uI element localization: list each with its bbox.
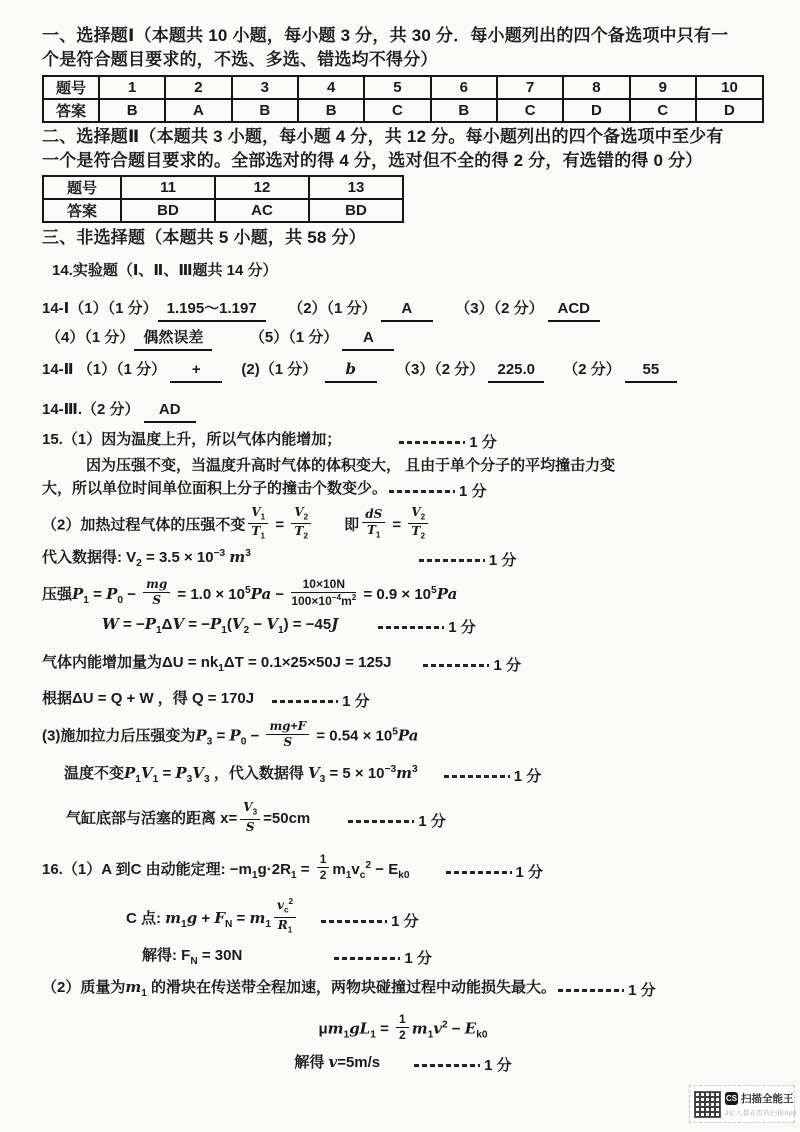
score-mark: 1 分 <box>446 862 544 883</box>
q15-part3-volume-result: 温度不变$P_1V_1 = P_3V_3$ ，代入数据得 $V_3 = 5 \times 10^{-3}m^3$ 1 分 <box>64 764 542 786</box>
choice-table-2 <box>42 175 404 223</box>
score-mark: 1 分 <box>444 766 542 787</box>
score-mark: 1 分 <box>321 911 419 932</box>
q16-kinetic-energy-theorem: 16.（1）A 到C 由动能定理: $-m_1g\cdot 2R_1$ = $\frac{1}{2}$ $m_1v_c^2 - E_{k0}$ 1 分 <box>42 852 544 883</box>
q15-part2-pressure-equation: （2）加热过程气体的压强不变 $\frac{V_1}{T_1}$ = $\frac{V_2}{T_2}$ 即 $\frac{dS}{T_1}$ = $\frac{V_2}{T_2}$ <box>42 508 764 543</box>
score-mark: 1 分 <box>414 1055 512 1076</box>
dashed-leader-icon <box>272 700 338 703</box>
score-mark: 1 分 <box>378 617 476 638</box>
answer-cell: D <box>696 99 763 122</box>
answer-cell: B <box>431 99 497 122</box>
section2-title-line2: 一个是符合题目要求的。全部选对的得 4 分，选对但不全的得 2 分，有选错的得 0 分） <box>42 151 703 170</box>
camscanner-watermark <box>689 1085 795 1123</box>
answer-cell: D <box>563 99 629 122</box>
answer-row <box>43 99 763 122</box>
qnum-cell: 10 <box>696 76 763 99</box>
q14-part3-answer: 14-Ⅲ.（2 分） AD <box>42 399 764 423</box>
score-mark: 1 分 <box>348 811 446 832</box>
qnum-cell: 6 <box>431 76 497 99</box>
q15-part1-explanation-line1: 因为压强不变，当温度升高时气体的体积变大， 且由于单个分子的平均撞击力变 <box>86 457 616 474</box>
dashed-leader-icon <box>423 664 489 667</box>
qnum-cell: 13 <box>309 176 403 199</box>
qnum-cell: 9 <box>630 76 696 99</box>
watermark-brand: 扫描全能王 <box>741 1093 794 1105</box>
qnum-cell: 1 <box>99 76 165 99</box>
q16-velocity-result: 解得 v=5m/s 1 分 <box>294 1053 512 1075</box>
question-number-row <box>43 76 763 99</box>
answer-cell: AC <box>215 199 309 222</box>
qnum-cell: 3 <box>232 76 298 99</box>
answer-cell: A <box>165 99 231 122</box>
dashed-leader-icon <box>321 920 387 923</box>
q16-normal-force-result: 解得: $F_N = 30N$ 1 分 <box>142 946 432 967</box>
answer-cell: C <box>630 99 696 122</box>
qnum-cell: 11 <box>121 176 215 199</box>
row-label: 题号 <box>43 176 121 199</box>
score-mark: 1 分 <box>423 655 521 676</box>
answer-cell: B <box>232 99 298 122</box>
q14-part2-answers: 14-Ⅱ （1）（1 分） + (2)（1 分） b （3）（2 分） 225.0 （2 分） 55 <box>42 359 764 383</box>
q15-work-equation: $W = -P_1\Delta V = -P_1(V_2 - V_1) = -45J$ 1 分 <box>102 614 476 636</box>
q16-friction-energy-equation: $\mu m_1gL_1$ = $\frac{1}{2}$ $m_1v^2 - E_{k0}$ <box>318 1012 488 1043</box>
dashed-leader-icon <box>444 775 510 778</box>
answer-cell: BD <box>309 199 403 222</box>
score-mark: 1 分 <box>558 980 656 1001</box>
q15-piston-distance-result: 气缸底部与活塞的距离 x= $\frac{V_3}{S}$ =50cm 1 分 <box>66 800 446 834</box>
q15-part1-statement: 15.（1）因为温度上升，所以气体内能增加； 1 分 <box>42 431 497 451</box>
qnum-cell: 4 <box>298 76 364 99</box>
dashed-leader-icon <box>414 1064 480 1067</box>
camscanner-logo-icon: CS <box>725 1094 738 1103</box>
dashed-leader-icon <box>399 441 465 444</box>
section2-title-line1: 二、选择题Ⅱ（本题共 3 小题，每小题 4 分，共 12 分。每小题列出的四个备选项中至少有 <box>42 127 724 146</box>
dashed-leader-icon <box>389 490 455 493</box>
q15-part2-volume-result: 代入数据得: $V_2 = 3.5 \times 10^{-3}$ $m^3$ 1 分 <box>42 548 517 570</box>
q15-internal-energy-equation: 气体内能增加量为$\Delta U = nk_1\Delta T = 0.1\times 25\times 50J = 125J$ 1 分 <box>42 653 521 674</box>
q14-part1-answers-line1: 14-Ⅰ（1）（1 分） 1.195～1.197 （2）（1 分） A （3）（2 分） ACD <box>42 298 764 322</box>
row-label: 题号 <box>43 76 99 99</box>
dashed-leader-icon <box>419 559 485 562</box>
dashed-leader-icon <box>446 871 512 874</box>
score-mark: 1 分 <box>272 691 370 712</box>
dashed-leader-icon <box>378 626 444 629</box>
q16-point-c-equation: C 点: $m_1g + F_N = m_1$ $\frac{v_c^2}{R_1}$ 1 分 <box>126 897 419 934</box>
answer-cell: C <box>497 99 563 122</box>
q15-pressure-p1-equation: 压强$P_1 = P_0$ − $\frac{mg}{S}$ = $1.0 \times 10^5Pa$ − $\frac{10\times 10N}{100\times 10^{-4}m^2}$ = $0.9 \times 10^5Pa$ <box>42 576 458 608</box>
q15-part1-explanation-line2: 大，所以单位时间单位面积上分子的撞击个数变少。 1 分 <box>42 480 487 500</box>
choice-table-1 <box>42 75 764 123</box>
watermark-tagline: 3亿人都在用的扫描App <box>725 1110 797 1117</box>
score-mark: 1 分 <box>334 948 432 969</box>
q14-part1-answers-line2: （4）（1 分） 偶然误差 （5）（1 分） A <box>42 327 764 351</box>
qnum-cell: 7 <box>497 76 563 99</box>
row-label: 答案 <box>43 99 99 122</box>
qnum-cell: 2 <box>165 76 231 99</box>
score-mark: 1 分 <box>399 432 497 453</box>
answer-cell: BD <box>121 199 215 222</box>
score-mark: 1 分 <box>419 550 517 571</box>
answer-cell: B <box>99 99 165 122</box>
dashed-leader-icon <box>348 820 414 823</box>
row-label: 答案 <box>43 199 121 222</box>
q15-heat-result: 根据ΔU = Q + W ，得 Q = 170J 1 分 <box>42 690 370 711</box>
answer-cell: B <box>298 99 364 122</box>
question-number-row <box>43 176 403 199</box>
qnum-cell: 5 <box>364 76 430 99</box>
section1-title-line1: 一、选择题Ⅰ（本题共 10 小题，每小题 3 分，共 30 分．每小题列出的四个备选项中只有一 <box>42 26 729 45</box>
q14-heading: 14.实验题（Ⅰ、Ⅱ、Ⅲ题共 14 分） <box>52 262 278 279</box>
section1-title-line2: 个是符合题目要求的，不选、多选、错选均不得分） <box>42 50 438 69</box>
section3-title: 三、非选择题（本题共 5 小题，共 58 分） <box>42 228 366 247</box>
q16-part2-statement: （2）质量为$m_1$ 的滑块在传送带全程加速，两物块碰撞过程中动能损失最大。 1 分 <box>42 978 656 1000</box>
answer-cell: C <box>364 99 430 122</box>
score-mark: 1 分 <box>389 481 487 502</box>
dashed-leader-icon <box>558 989 624 992</box>
qnum-cell: 8 <box>563 76 629 99</box>
q15-part3-pressure-equation: (3)施加拉力后压强变为$P_3 = P_0$ − $\frac{mg+F}{S}$ = $0.54 \times 10^5Pa$ <box>42 719 419 750</box>
qr-code-icon <box>694 1091 721 1118</box>
qnum-cell: 12 <box>215 176 309 199</box>
answer-row <box>43 199 403 222</box>
dashed-leader-icon <box>334 957 400 960</box>
